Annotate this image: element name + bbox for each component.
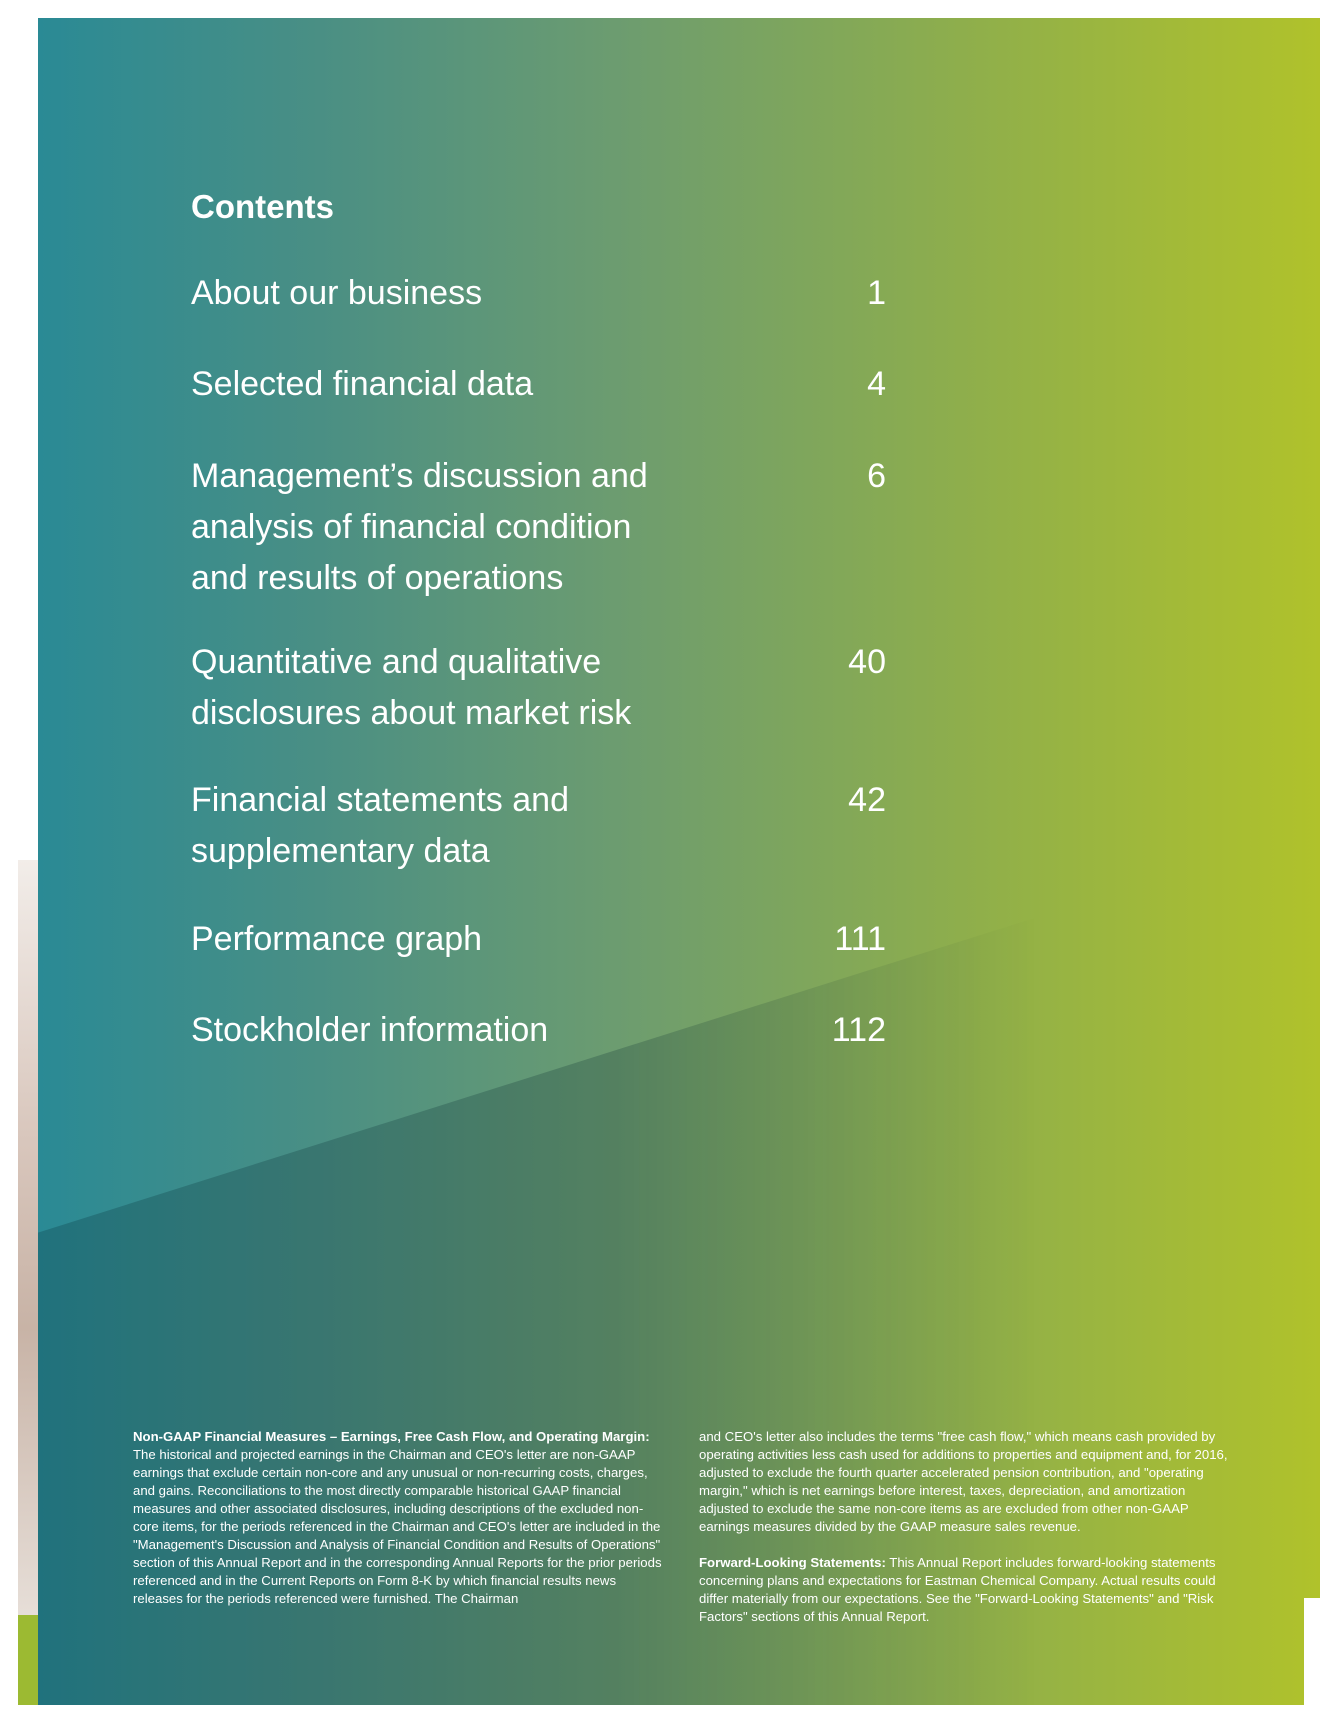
toc-item-page: 1	[867, 274, 886, 312]
toc-item-market-risk[interactable]	[191, 637, 886, 739]
toc-item-page: 6	[867, 457, 886, 495]
toc-item-stockholder-info[interactable]	[191, 1005, 886, 1056]
toc-item-page: 4	[867, 365, 886, 403]
toc-item-label: About our business	[191, 274, 483, 312]
forward-looking-note	[699, 1554, 1229, 1626]
accent-strip	[18, 1615, 38, 1705]
forward-looking-heading: Forward-Looking Statements:	[699, 1555, 886, 1570]
toc-item-label: Management’s discussion and analysis of financial condition and results of operations	[191, 457, 648, 597]
toc-item-label: Quantitative and qualitative disclosures about market risk	[191, 643, 632, 732]
toc-item-mdna[interactable]	[191, 451, 886, 604]
toc-item-page: 112	[831, 1011, 886, 1049]
toc-item-about-business[interactable]	[191, 268, 886, 319]
toc-item-label: Performance graph	[191, 920, 483, 958]
non-gaap-note	[133, 1428, 663, 1608]
non-gaap-text: The historical and projected earnings in the Chairman and CEO's letter are non-GAAP earnings that exclude certain non-core and any unusual or non-recurring costs, charges, and gains. Reconciliations to the most directly comparable historical GAAP financial measures and other associated disclosures, including descriptions of the excluded non-core items, for the periods referenced in the Chairman and CEO's letter are included in the "Management's Discussion and Analysis of Financial Condition and Results of Operations" section of this Annual Report and in the corresponding Annual Reports for the prior periods referenced and in the Current Reports on Form 8-K by which financial results news releases for the periods referenced were furnished. The Chairman	[133, 1447, 662, 1606]
background-photo-edge	[18, 860, 38, 1640]
toc-item-label: Stockholder information	[191, 1011, 549, 1049]
toc-item-label: Selected financial data	[191, 365, 534, 403]
panel-notch	[1304, 1598, 1320, 1705]
toc-item-financial-statements[interactable]	[191, 775, 886, 877]
toc-item-page: 42	[848, 781, 886, 819]
footnotes	[133, 1428, 1253, 1628]
contents-panel	[38, 18, 1320, 1705]
toc-item-selected-financial-data[interactable]	[191, 359, 886, 410]
footnote-column-left	[133, 1428, 663, 1626]
contents-title: Contents	[191, 188, 334, 225]
forward-looking-text: This Annual Report includes forward-looking statements concerning plans and expectations for Eastman Chemical Company. Actual results could differ materially from our expectations. See the "Forward-Looking Statements" and "Risk Factors" sections of this Annual Report.	[699, 1555, 1216, 1624]
toc-item-page: 40	[848, 643, 886, 681]
toc-item-page: 111	[834, 920, 886, 958]
footnote-column-right	[699, 1428, 1229, 1644]
toc-item-label: Financial statements and supplementary data	[191, 781, 569, 870]
toc-item-performance-graph[interactable]	[191, 914, 886, 965]
non-gaap-note-continued: and CEO's letter also includes the terms "free cash flow," which means cash provided by operating activities less cash used for additions to properties and equipment and, for 2016, adjusted to exclude the fourth quarter accelerated pension contribution, and "operating margin," which is net earnings before interest, taxes, depreciation, and amortization adjusted to exclude the same non-core items as are excluded from other non-GAAP earnings measures divided by the GAAP measure sales revenue.	[699, 1429, 1228, 1534]
non-gaap-heading: Non-GAAP Financial Measures – Earnings, Free Cash Flow, and Operating Margin:	[133, 1429, 650, 1444]
